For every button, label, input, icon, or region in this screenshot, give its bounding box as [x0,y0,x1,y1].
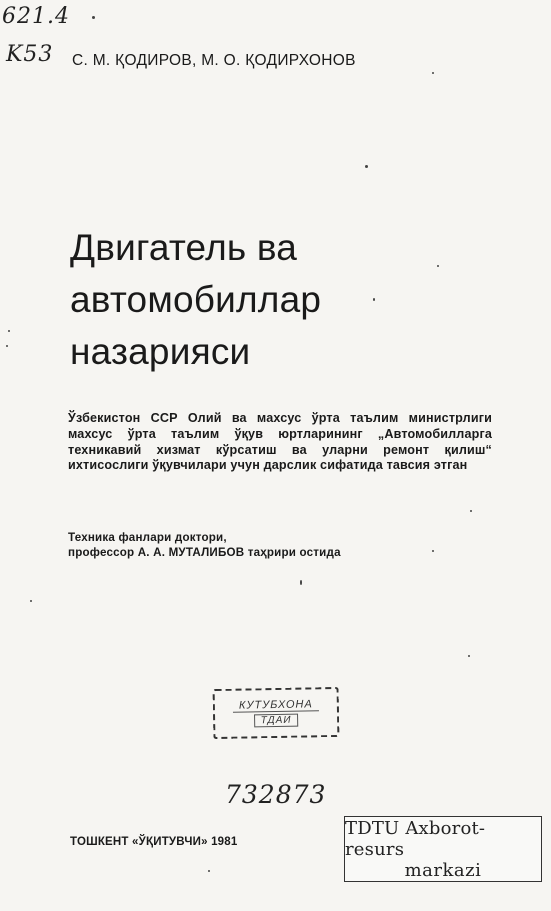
scan-speck [8,330,10,332]
title-line: автомобиллар [70,279,322,320]
scan-speck [208,870,210,872]
library-stamp-line: ТДАИ [254,714,299,728]
resource-stamp-line: markazi [404,859,482,881]
resource-stamp-line: TDTU Axborot-resurs [345,817,486,860]
editor-line: Техника фанлари доктори, [68,531,227,544]
scan-speck [365,165,368,168]
publisher-imprint: ТОШКЕНТ «ЎҚИТУВЧИ» 1981 [70,836,238,848]
editor-line: профессор А. А. МУТАЛИБОВ таҳрири остида [68,545,341,559]
scan-speck [300,580,302,585]
title-line: Двигатель ва [70,227,298,268]
book-title [70,222,321,378]
resource-center-stamp [344,816,542,882]
library-stamp [213,687,340,739]
scan-speck [373,298,375,301]
book-authors: С. М. ҚОДИРОВ, М. О. ҚОДИРХОНОВ [72,52,356,69]
handwritten-author-code: K53 [6,42,54,67]
scan-speck [468,655,470,657]
approval-statement: Ўзбекистон ССР Олий ва махсус ўрта таълим министрлиги махсус ўрта таълим ўқув юртларининг „Автомобилларга техникавий хизмат кўрсатиш ва уларни ремонт қилиш“ ихтисослиги ўқувчилари учун дарслик сифатида тавсия этган [68,411,492,473]
handwritten-class-number: 621.4 [2,4,70,29]
handwritten-inventory-number: 732873 [225,780,327,809]
library-stamp-line: КУТУБХОНА [233,698,319,712]
scan-speck [437,265,439,267]
title-line: назарияси [70,331,251,372]
scan-speck [432,550,434,552]
scan-speck [30,600,32,602]
scan-speck [432,72,434,74]
scan-speck [6,345,8,347]
scan-speck [470,510,472,512]
editor-credit [68,531,341,560]
scan-speck [92,16,95,19]
